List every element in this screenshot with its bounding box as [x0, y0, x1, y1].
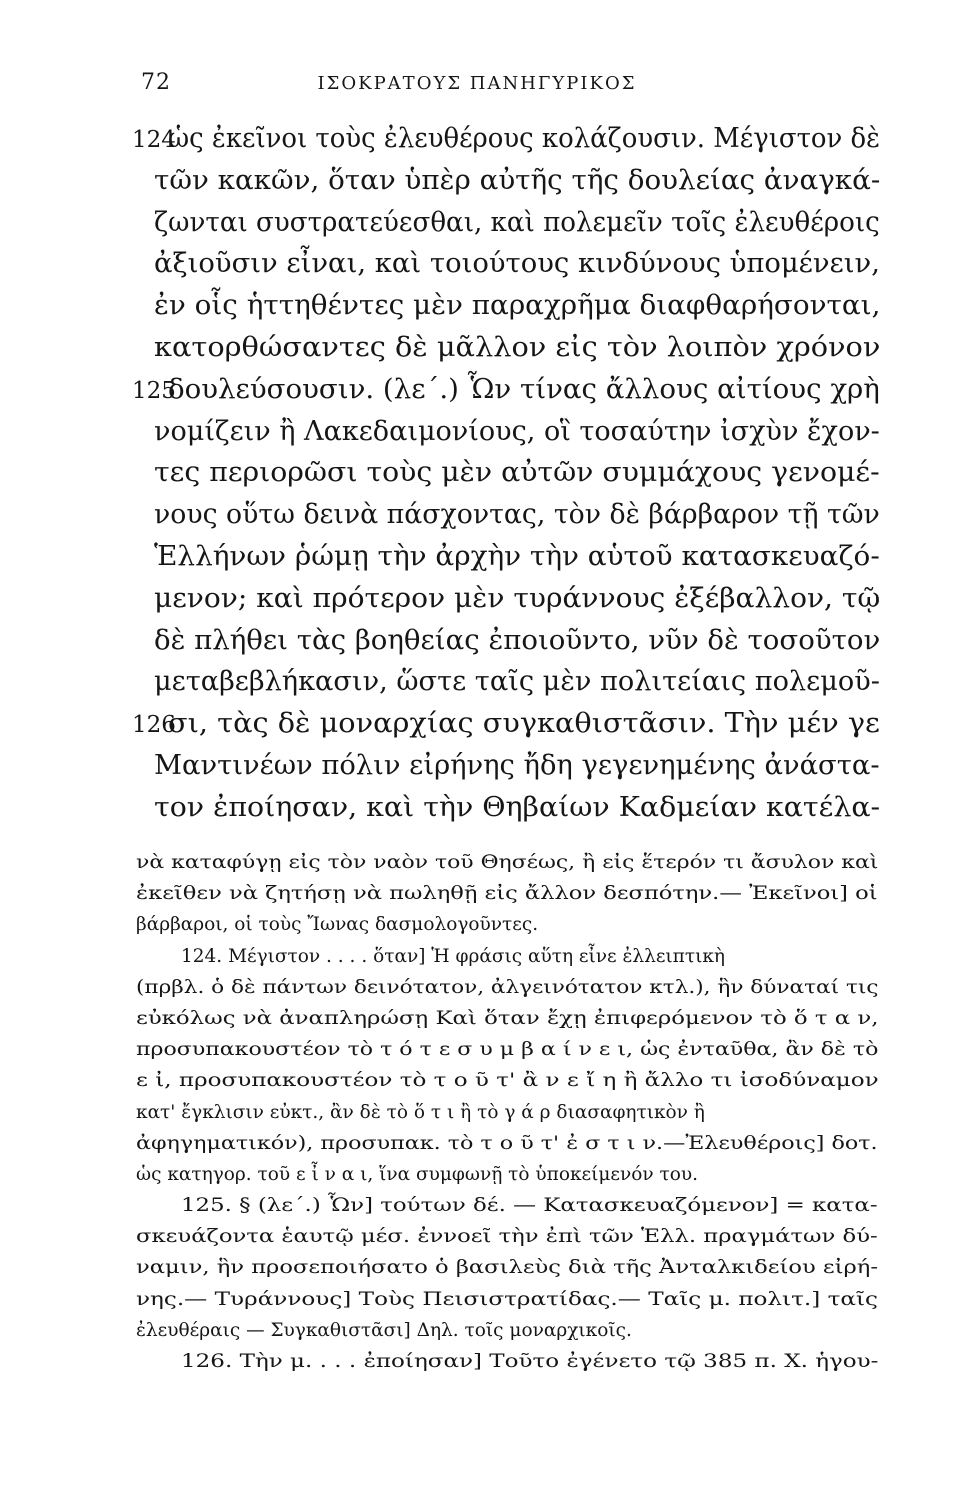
- main-text-content: μεταβεβλήκασιν, ὥστε ταῖς μὲν πολιτείαις πολεμοῦ-: [154, 665, 880, 698]
- note-text: κατ' ἔγκλισιν εὐκτ., ἂν δὲ τὸ ὅ τ ι ἢ τὸ γ ά ρ διασαφητικὸν ἢ: [136, 1101, 705, 1123]
- note-text: ἀφηγηματικόν), προσυπακ. τὸ τ ο ῦ τ' ἐ σ τ ι ν.—Ἐλευθέροις] δοτ.: [136, 1132, 878, 1154]
- note-text: νὰ καταφύγῃ εἰς τὸν ναὸν τοῦ Θησέως, ἢ εἰς ἕτερόν τι ἄσυλον καὶ: [136, 852, 879, 873]
- note-line: [0, 941, 954, 972]
- main-text-content: κατορθώσαντες δὲ μᾶλλον εἰς τὸν λοιπὸν χρόνον: [154, 330, 881, 363]
- note-text: ὡς κατηγορ. τοῦ ε ἶ ν α ι, ἵνα συμφωνῇ τὸ ὑποκείμενόν του.: [136, 1163, 698, 1185]
- main-text-content: τον ἐποίησαν, καὶ τὴν Θηβαίων Καδμείαν κατέλα-: [154, 790, 881, 823]
- note-line: [0, 878, 954, 909]
- note-text: 124. Μέγιστον . . . . ὅταν] Ἡ φράσις αὕτη εἶνε ἐλλειπτικὴ: [181, 945, 725, 967]
- main-text-line: [0, 494, 954, 536]
- main-text-content: ὡς ἐκεῖνοι τοὺς ἐλευθέρους κολάζουσιν. Μέγιστον δὲ: [168, 122, 881, 154]
- note-text: νης.— Τυράννους] Τοὺς Πεισιστρατίδας.— Ταῖς μ. πολιτ.] ταῖς: [136, 1288, 879, 1310]
- main-text-line: [0, 661, 954, 703]
- note-text: ε ἰ, προσυπακουστέον τὸ τ ο ῦ τ' ἂ ν ε ἴ η ἢ ἄλλο τι ἰσοδύναμον: [136, 1070, 879, 1092]
- note-line: [0, 1065, 954, 1096]
- main-text-line: [0, 578, 954, 620]
- main-text-line: [0, 620, 954, 662]
- main-text-line: [0, 369, 954, 411]
- main-text-content: Ἑλλήνων ῥώμῃ τὴν ἀρχὴν τὴν αὑτοῦ κατασκευαζό-: [154, 539, 880, 572]
- main-text-line: [0, 536, 954, 578]
- note-line: [0, 1315, 954, 1346]
- main-text-line: [0, 327, 954, 369]
- note-line: [0, 1252, 954, 1283]
- note-text: ναμιν, ἣν προσεποιήσατο ὁ βασιλεὺς διὰ τῆς Ἀνταλκιδείου εἰρή-: [136, 1257, 879, 1279]
- note-text: 125. § (λε΄.) Ὧν] τούτων δέ. — Κατασκευαζόμενον] = κατα-: [181, 1195, 878, 1217]
- main-text-line: [0, 118, 954, 160]
- main-text-content: ἐν οἷς ἡττηθέντες μὲν παραχρῆμα διαφθαρήσονται,: [154, 289, 881, 322]
- main-text-content: ἀξιοῦσιν εἶναι, καὶ τοιούτους κινδύνους ὑπομένειν,: [154, 247, 880, 280]
- page-header: [0, 70, 954, 100]
- main-text-line: [0, 703, 954, 745]
- note-text: 126. Τὴν μ. . . . ἐποίησαν] Τοῦτο ἐγένετο τῷ 385 π. Χ. ἡγου-: [181, 1351, 879, 1372]
- page-number: 72: [141, 70, 171, 95]
- main-text-line: [0, 411, 954, 453]
- main-text-body: [0, 118, 954, 829]
- main-text-content: ζωνται συστρατεύεσθαι, καὶ πολεμεῖν τοῖς ἐλευθέροις: [154, 205, 880, 238]
- commentary-notes: [0, 847, 954, 1377]
- main-text-content: Μαντινέων πόλιν εἰρήνης ἤδη γεγενημένης ἀνάστα-: [154, 748, 880, 781]
- note-text: ἐλευθέραις — Συγκαθιστᾶσι] Δηλ. τοῖς μοναρχικοῖς.: [136, 1319, 632, 1341]
- running-title: ΙΣΟΚΡΑΤΟΥΣ ΠΑΝΗΓΥΡΙΚΟΣ: [317, 73, 637, 94]
- main-text-line: [0, 243, 954, 285]
- note-line: [0, 1128, 954, 1159]
- note-text: σκευάζοντα ἑαυτῷ μέσ. ἐννοεῖ τὴν ἐπὶ τῶν Ἑλλ. πραγμάτων δύ-: [136, 1226, 878, 1248]
- note-line: [0, 1159, 954, 1190]
- note-line: [0, 1003, 954, 1034]
- main-text-content: δουλεύσουσιν. (λε΄.) Ὧν τίνας ἄλλους αἰτίους χρὴ: [168, 372, 880, 405]
- note-line: [0, 1190, 954, 1221]
- note-line: [0, 1221, 954, 1252]
- section-number: 124: [132, 127, 176, 153]
- note-line: [0, 1034, 954, 1065]
- main-text-content: τες περιορῶσι τοὺς μὲν αὐτῶν συμμάχους γενομέ-: [154, 456, 880, 489]
- section-number: 126: [132, 712, 176, 739]
- main-text-line: [0, 787, 954, 829]
- main-text-content: τῶν κακῶν, ὅταν ὑπὲρ αὐτῆς τῆς δουλείας ἀναγκά-: [154, 163, 881, 196]
- main-text-content: σι, τὰς δὲ μοναρχίας συγκαθιστᾶσιν. Τὴν μέν γε: [168, 707, 880, 740]
- note-text: βάρβαροι, οἱ τοὺς Ἴωνας δασμολογοῦντες.: [136, 914, 539, 936]
- main-text-line: [0, 452, 954, 494]
- note-line: [0, 909, 954, 940]
- section-number: 125: [132, 377, 176, 404]
- note-text: (πρβλ. ὁ δὲ πάντων δεινότατον, ἀλγεινότατον κτλ.), ἣν δύναταί τις: [136, 976, 879, 998]
- main-text-line: [0, 285, 954, 327]
- note-line: [0, 972, 954, 1003]
- main-text-line: [0, 745, 954, 787]
- main-text-content: νους οὕτω δεινὰ πάσχοντας, τὸν δὲ βάρβαρον τῇ τῶν: [154, 498, 880, 531]
- main-text-line: [0, 202, 954, 244]
- main-text-content: νομίζειν ἢ Λακεδαιμονίους, οἳ τοσαύτην ἰσχὺν ἔχον-: [154, 414, 880, 447]
- main-text-content: μενον; καὶ πρότερον μὲν τυράννους ἐξέβαλλον, τῷ: [154, 581, 881, 614]
- note-line: [0, 1097, 954, 1128]
- note-line: [0, 1346, 954, 1377]
- main-text-content: δὲ πλήθει τὰς βοηθείας ἐποιοῦντο, νῦν δὲ τοσοῦτον: [154, 623, 881, 656]
- note-line: [0, 847, 954, 878]
- note-line: [0, 1284, 954, 1315]
- main-text-line: [0, 160, 954, 202]
- note-text: εὐκόλως νὰ ἀναπληρώσῃ Καὶ ὅταν ἔχῃ ἐπιφερόμενον τὸ ὅ τ α ν,: [136, 1007, 879, 1029]
- note-text: ἐκεῖθεν νὰ ζητήσῃ νὰ πωληθῇ εἰς ἄλλον δεσπότην.— Ἐκεῖνοι] οἱ: [136, 883, 878, 905]
- note-text: προσυπακουστέον τὸ τ ό τ ε σ υ μ β α ί ν ε ι, ὡς ἐνταῦθα, ἂν δὲ τὸ: [136, 1039, 879, 1061]
